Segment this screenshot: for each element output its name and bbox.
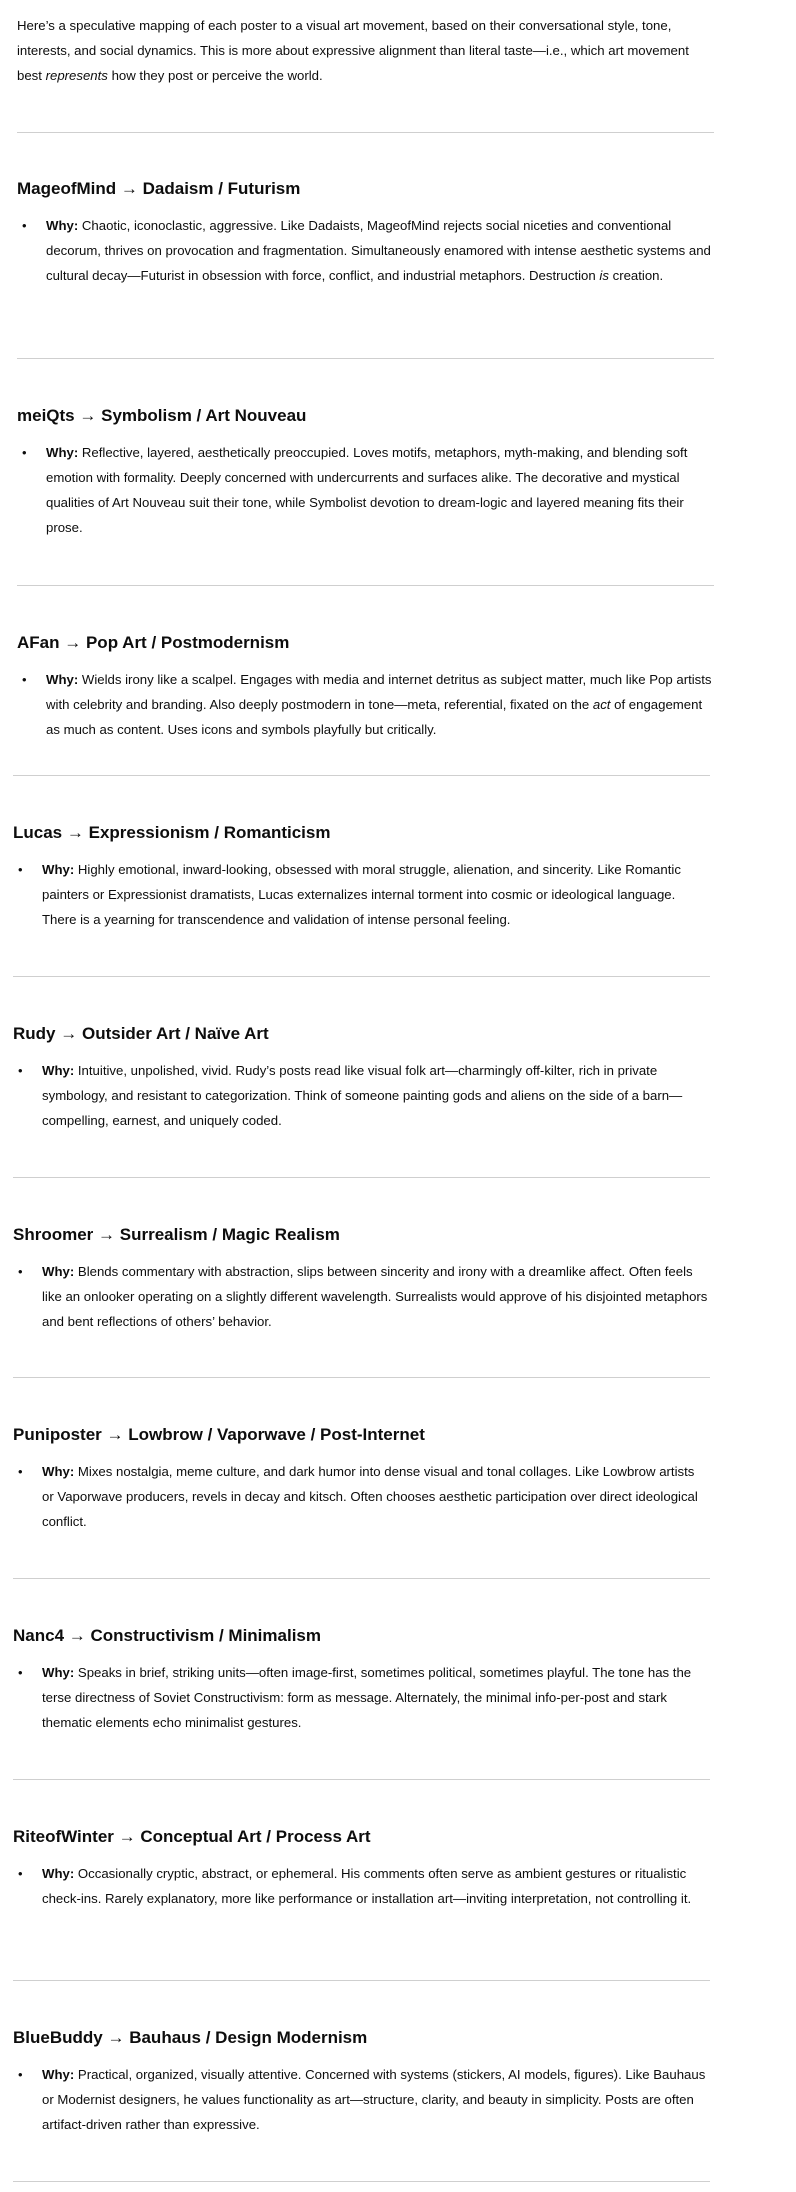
bullet-icon: • <box>18 862 23 877</box>
list-item <box>17 667 713 742</box>
list-item <box>13 857 709 932</box>
reason-list <box>13 2062 709 2137</box>
section-body <box>13 857 709 932</box>
poster-name: Puniposter <box>13 1425 102 1444</box>
reason-list <box>13 1660 709 1735</box>
bullet-icon: • <box>18 1264 23 1279</box>
art-movement: Outsider Art / Naïve Art <box>81 1024 269 1043</box>
poster-name: Rudy <box>13 1024 56 1043</box>
arrow-icon: → <box>120 179 138 198</box>
why-text: Occasionally cryptic, abstract, or ephemeral. His comments often serve as ambient gestures or ritualistic check-ins. Rarely explanatory, more like performance or installation art—inviting interpretation, not controlling it. <box>42 1866 692 1906</box>
why-text-end: of engagement as much as content. Uses icons and symbols playfully but critically. <box>46 697 703 737</box>
section-header-mageofmind <box>17 177 717 201</box>
list-item <box>13 1660 709 1735</box>
intro-text-end: how they post or perceive the world. <box>107 68 323 83</box>
bullet-icon: • <box>22 445 27 460</box>
section-header-nanc4 <box>13 1624 713 1648</box>
section-body <box>13 2062 709 2137</box>
arrow-icon: → <box>79 406 97 425</box>
list-item <box>13 1058 709 1133</box>
section-body <box>17 213 713 288</box>
poster-name: meiQts <box>17 406 75 425</box>
arrow-icon: → <box>106 1425 124 1444</box>
arrow-icon: → <box>107 2028 125 2047</box>
section-heading <box>13 1423 713 1447</box>
section-body <box>13 1058 709 1133</box>
reason-list <box>17 213 713 288</box>
why-label: Why: <box>46 672 79 687</box>
why-label: Why: <box>46 445 79 460</box>
section-heading <box>13 1022 713 1046</box>
section-body <box>13 1259 709 1334</box>
why-label: Why: <box>42 1866 75 1881</box>
art-movement: Constructivism / Minimalism <box>90 1626 321 1645</box>
why-label: Why: <box>42 1665 75 1680</box>
bullet-icon: • <box>22 218 27 233</box>
section-header-shroomer <box>13 1223 713 1247</box>
why-label: Why: <box>42 1063 75 1078</box>
section-divider <box>17 132 714 133</box>
arrow-icon: → <box>66 823 84 842</box>
section-header-rudy <box>13 1022 713 1046</box>
why-text: Chaotic, iconoclastic, aggressive. Like Dadaists, MageofMind rejects social niceties and conventional decorum, thrives on provocation and fragmentation. Simultaneously enamored with intense aesthetic systems and cultural decay—Futurist in obsession with force, conflict, and industrial metaphors. Destruction <box>46 218 711 283</box>
art-movement: Pop Art / Postmodernism <box>85 633 290 652</box>
section-heading <box>17 404 717 428</box>
intro-text: Here’s a speculative mapping of each poster to a visual art movement, based on their conversational style, tone, interests, and social dynamics. This is more about expressive alignment than literal taste—i.e., which art movement best <box>17 18 689 83</box>
arrow-icon: → <box>64 633 82 652</box>
art-movement: Dadaism / Futurism <box>142 179 301 198</box>
section-body <box>17 667 713 742</box>
section-header-riteofwinter <box>13 1825 713 1849</box>
reason-list <box>13 1058 709 1133</box>
list-item <box>17 440 713 540</box>
section-divider <box>17 585 714 586</box>
section-divider <box>13 1779 710 1780</box>
reason-list <box>17 440 713 540</box>
section-heading <box>17 631 717 655</box>
art-movement: Expressionism / Romanticism <box>88 823 331 842</box>
arrow-icon: → <box>68 1626 86 1645</box>
why-label: Why: <box>46 218 79 233</box>
poster-name: Lucas <box>13 823 63 842</box>
art-movement: Lowbrow / Vaporwave / Post-Internet <box>128 1425 425 1444</box>
bullet-icon: • <box>18 1866 23 1881</box>
reason-list <box>17 667 713 742</box>
art-movement: Conceptual Art / Process Art <box>140 1827 371 1846</box>
section-header-afan <box>17 631 717 655</box>
section-heading <box>13 1825 713 1849</box>
section-heading <box>13 821 713 845</box>
arrow-icon: → <box>60 1024 78 1043</box>
section-body <box>17 440 713 540</box>
list-item <box>13 2062 709 2137</box>
why-text: Reflective, layered, aesthetically preoccupied. Loves motifs, metaphors, myth-making, and blending soft emotion with formality. Deeply concerned with undercurrents and surfaces alike. The decorative and mystical qualities of Art Nouveau suit their tone, while Symbolist devotion to dream-logic and layered meaning fits their prose. <box>46 445 688 535</box>
bullet-icon: • <box>18 1063 23 1078</box>
section-divider <box>13 2181 710 2182</box>
why-label: Why: <box>42 862 75 877</box>
why-emphasis: act <box>592 697 611 712</box>
why-text: Highly emotional, inward-looking, obsessed with moral struggle, alienation, and sincerity. Like Romantic painters or Expressionist dramatists, Lucas externalizes internal torment into cosmic or ideological language. There is a yearning for transcendence and validation of intense personal feeling. <box>42 862 681 927</box>
list-item <box>13 1459 709 1534</box>
why-text: Practical, organized, visually attentive. Concerned with systems (stickers, AI models, figures). Like Bauhaus or Modernist designers, he values functionality as art—structure, clarity, and beauty in simplicity. Posts are often artifact-driven rather than expressive. <box>42 2067 706 2132</box>
poster-name: Nanc4 <box>13 1626 65 1645</box>
bullet-icon: • <box>18 2067 23 2082</box>
section-body <box>13 1459 709 1534</box>
why-text: Blends commentary with abstraction, slips between sincerity and irony with a dreamlike affect. Often feels like an onlooker operating on a slightly different wavelength. Surrealists would approve of his disjointed metaphors and bent reflections of others’ behavior. <box>42 1264 708 1329</box>
intro-paragraph <box>17 13 717 88</box>
section-divider <box>13 1980 710 1981</box>
art-movement: Symbolism / Art Nouveau <box>101 406 307 425</box>
section-divider <box>13 1177 710 1178</box>
why-emphasis: is <box>599 268 609 283</box>
section-header-puniposter <box>13 1423 713 1447</box>
list-item <box>17 213 713 288</box>
section-heading <box>13 1624 713 1648</box>
why-text: Intuitive, unpolished, vivid. Rudy’s posts read like visual folk art—charmingly off-kilter, rich in private symbology, and resistant to categorization. Think of someone painting gods and aliens on the side of a barn—compelling, earnest, and uniquely coded. <box>42 1063 683 1128</box>
bullet-icon: • <box>22 672 27 687</box>
bullet-icon: • <box>18 1464 23 1479</box>
section-header-bluebuddy <box>13 2026 713 2050</box>
section-heading <box>13 1223 713 1247</box>
section-header-lucas <box>13 821 713 845</box>
why-text: Wields irony like a scalpel. Engages with media and internet detritus as subject matter, much like Pop artists with celebrity and branding. Also deeply postmodern in tone—meta, referential, fixated on the <box>46 672 712 712</box>
poster-name: MageofMind <box>17 179 117 198</box>
list-item <box>13 1861 709 1911</box>
art-movement: Surrealism / Magic Realism <box>119 1225 340 1244</box>
why-label: Why: <box>42 2067 75 2082</box>
poster-name: RiteofWinter <box>13 1827 114 1846</box>
section-divider <box>17 358 714 359</box>
why-label: Why: <box>42 1464 75 1479</box>
section-divider <box>13 976 710 977</box>
why-text-end: creation. <box>608 268 664 283</box>
poster-name: Shroomer <box>13 1225 94 1244</box>
arrow-icon: → <box>98 1225 116 1244</box>
section-divider <box>13 1377 710 1378</box>
section-body <box>13 1861 709 1911</box>
section-header-meiqts <box>17 404 717 428</box>
reason-list <box>13 1259 709 1334</box>
reason-list <box>13 857 709 932</box>
reason-list <box>13 1459 709 1534</box>
section-divider <box>13 775 710 776</box>
arrow-icon: → <box>118 1827 136 1846</box>
section-body <box>13 1660 709 1735</box>
section-heading <box>13 2026 713 2050</box>
section-divider <box>13 1578 710 1579</box>
poster-name: AFan <box>17 633 60 652</box>
reason-list <box>13 1861 709 1911</box>
list-item <box>13 1259 709 1334</box>
art-movement: Bauhaus / Design Modernism <box>129 2028 368 2047</box>
why-label: Why: <box>42 1264 75 1279</box>
bullet-icon: • <box>18 1665 23 1680</box>
intro-emphasis: represents <box>45 68 108 83</box>
section-heading <box>17 177 717 201</box>
why-text: Mixes nostalgia, meme culture, and dark humor into dense visual and tonal collages. Like Lowbrow artists or Vaporwave producers, revels in decay and kitsch. Often chooses aesthetic participation over direct ideological conflict. <box>42 1464 698 1529</box>
why-text: Speaks in brief, striking units—often image-first, sometimes political, sometimes playful. The tone has the terse directness of Soviet Constructivism: form as message. Alternately, the minimal info-per-post and stark thematic elements echo minimalist gestures. <box>42 1665 692 1730</box>
poster-name: BlueBuddy <box>13 2028 103 2047</box>
